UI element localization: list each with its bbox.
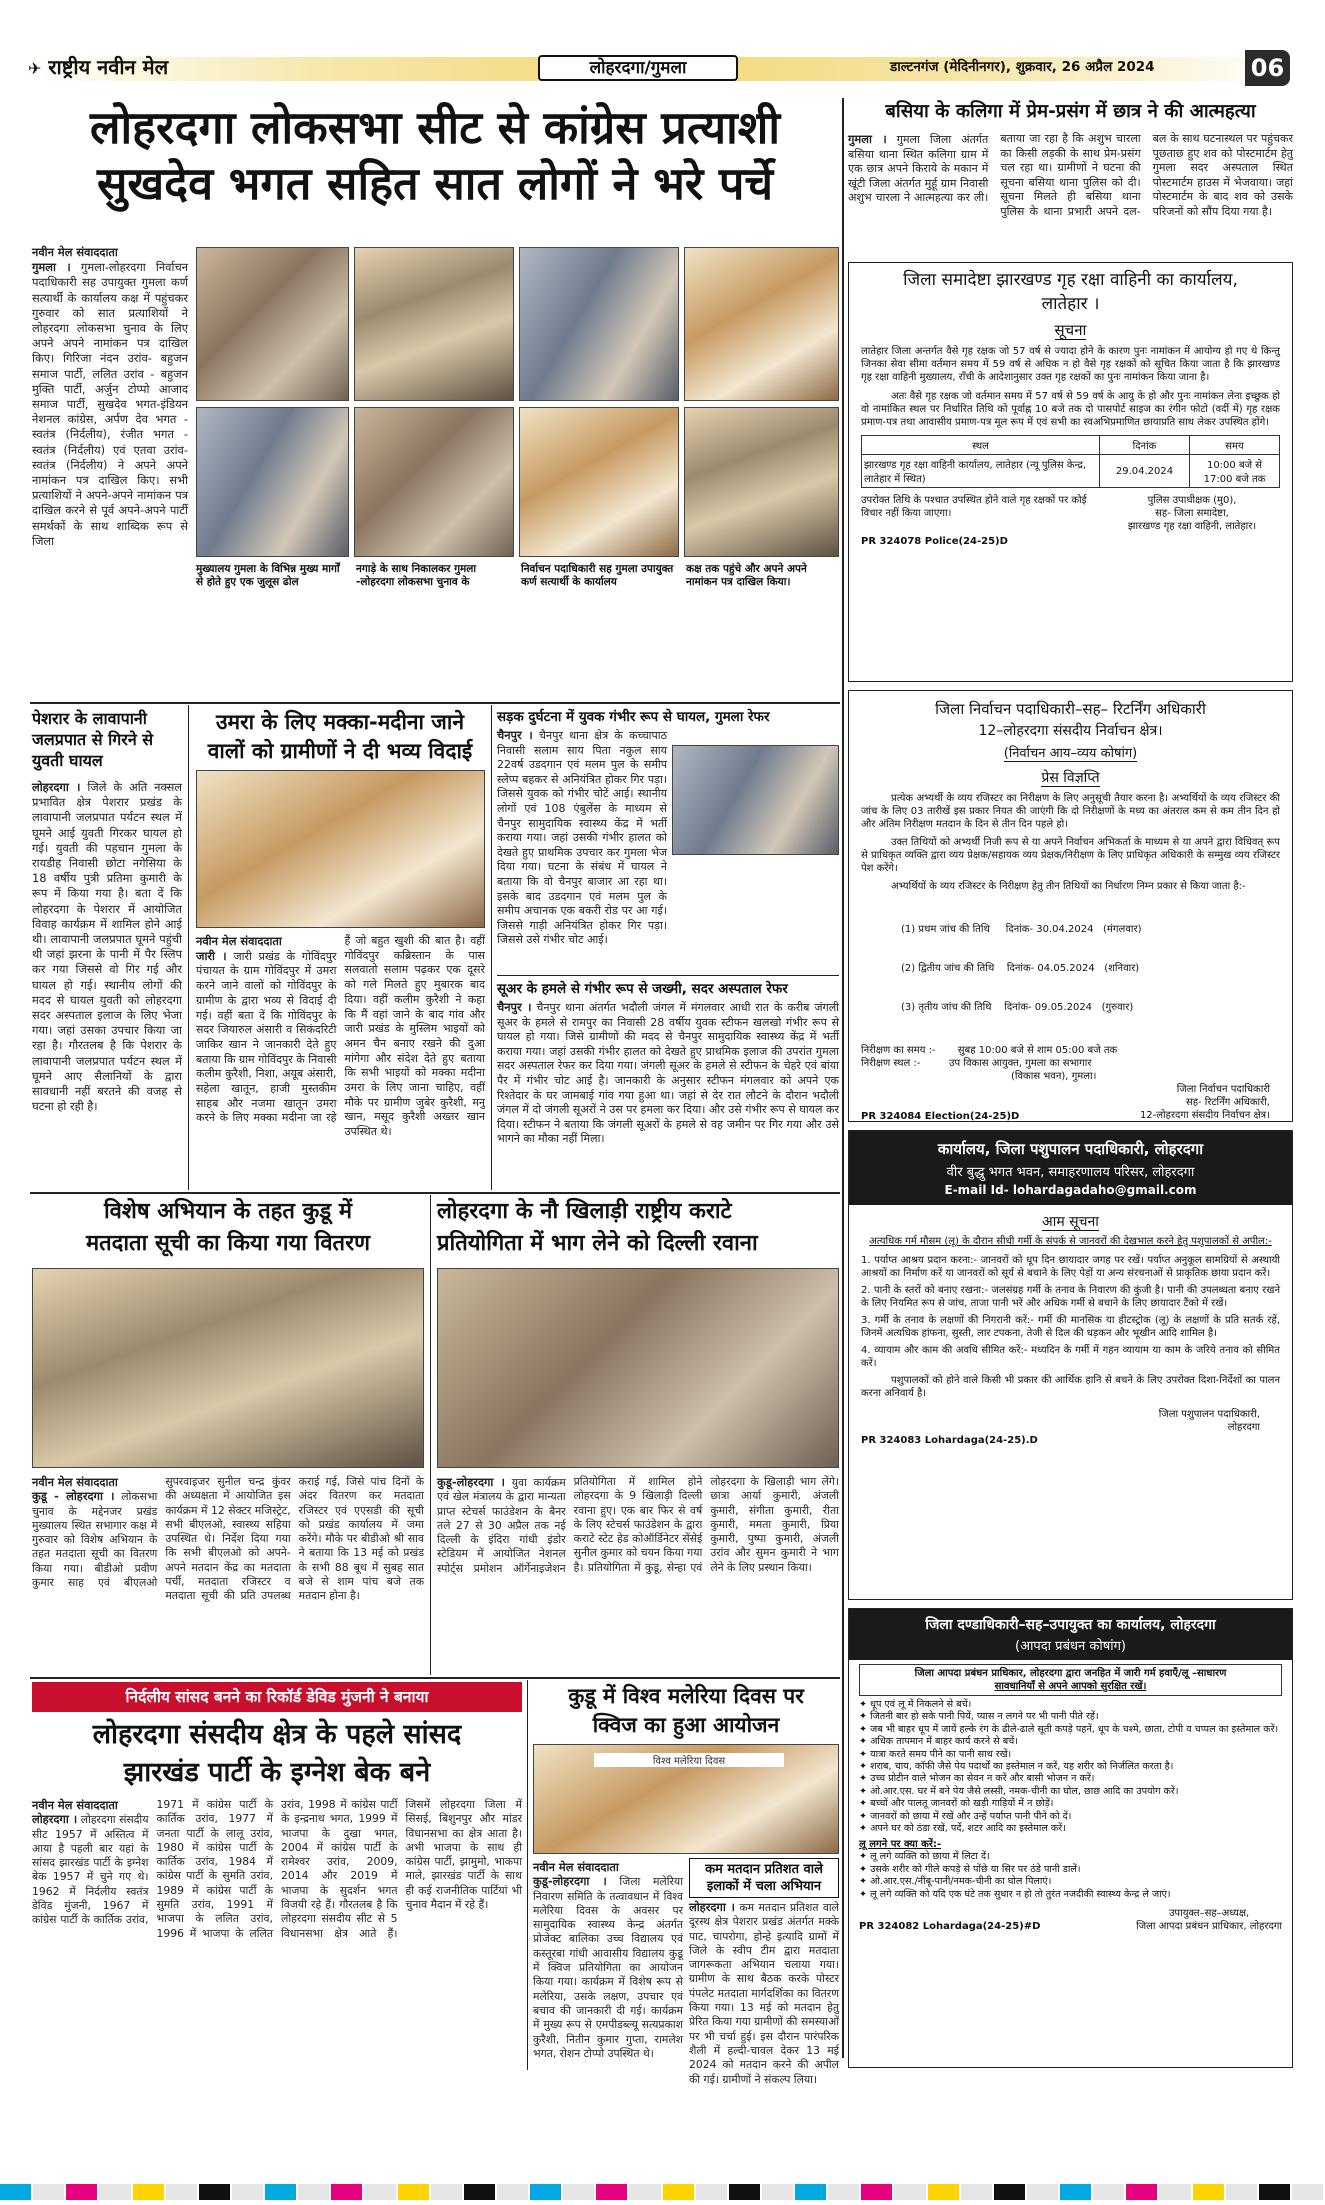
lead-photo bbox=[354, 247, 514, 401]
signature-line: उपायुक्त–सह–अध्यक्ष, bbox=[1168, 1908, 1250, 1920]
notice-paragraph: प्रत्येक अभ्यर्थी के व्यय रजिस्टर का निरीक्षण के लिए अनुसूची तैयार करना है। अभ्यर्थियों के व्यय रजिस्टर की जांच के लिए 03 तारीखें इस प्रकार नियत की जाएंगी कि दो निरीक्षणों के मध्य का अंतराल कम से कम तीन दिन हो और अंतिम निरीक्षण मतदान के दिन से तीन दिन पहले हो। bbox=[861, 793, 1280, 830]
color-swatch bbox=[1027, 2184, 1058, 2200]
color-swatch bbox=[265, 2184, 296, 2200]
color-swatch bbox=[696, 2184, 727, 2200]
suicide-body bbox=[848, 132, 1293, 272]
advice-item: 3. गर्मी के तनाव के लक्षणों की निगरानी करें:- गर्मी की मानसिक या हीटस्ट्रोक (लू) के लक्षणों के प्रति सतर्क रहें, जिनमें अत्यधिक हांफना, सुस्ती, लार टपकना, तेजी से दिल की धड़कन और भूखीन आदि शामिल है। bbox=[861, 1315, 1280, 1339]
color-swatch bbox=[729, 2184, 760, 2200]
table-cell: 10:00 बजे से 17:00 बजे तक bbox=[1190, 455, 1280, 488]
lead-photo bbox=[196, 247, 349, 401]
dateline: डाल्टनगंज (मेदिनीनगर), शुक्रवार, 26 अप्रैल 2024 bbox=[890, 59, 1155, 75]
malaria-photo bbox=[533, 1744, 839, 1854]
photo-caption: नगाड़े के साथ निकालकर गुमला -लोहरदगा लोकसभा चुनाव के bbox=[356, 563, 477, 588]
disaster-management-notice bbox=[848, 1608, 1293, 2068]
story-text: गुमला जिला अंतर्गत बसिया थाना स्थित कलिगा ग्राम में एक छात्र अपने किराये के मकान में खूंटी जिला अंतर्गत मुर्हू ग्राम निवासी अशुभ चारला ने आत्महत्या कर ली। बताया जा रहा है कि अशुभ चारला का किसी लड़की के साथ प्रेम-प्रसंग चल रहा था। ग्रामीणों ने घटना की सूचना बसिया थाना पुलिस को दी। सूचना मिलते ही बसिया थाना पुलिस के थाना प्रभारी अपने दल-बल के साथ घटनास्थल पर पहुंचकर पूछताछ हुए शव को पोस्टमार्टम हेतु गुमला सदर अस्पताल स्थित पोस्टमार्टम हाउस में भेजवाया। जहां पोस्टमार्टम के बाद शव को उसके परिजनों को सौंप दिया गया है। bbox=[848, 132, 1293, 218]
color-swatch bbox=[497, 2184, 528, 2200]
color-swatch bbox=[66, 2184, 97, 2200]
dateline-place: लोहरदगा । bbox=[32, 780, 81, 794]
lead-photo-grid bbox=[196, 247, 839, 652]
headline-line: कुडू में विश्व मलेरिया दिवस पर bbox=[568, 1684, 804, 1708]
suicide-headline: बसिया के कलिगा में प्रेम-प्रसंग में छात्र ने की आत्महत्या bbox=[885, 101, 1256, 122]
bird-icon: ✈ bbox=[28, 59, 42, 78]
accident-headline: सड़क दुर्घटना में युवक गंभीर रूप से घायल, गुमला रेफर bbox=[497, 709, 770, 725]
dateline-place: गुमला । bbox=[848, 132, 887, 146]
list-item: ✦ शराब, चाय, कॉफी जैसे पेय पदार्थों का इस्तेमाल न करें, यह शरीर को निर्जलित करता है। bbox=[859, 1761, 1174, 1773]
mp-headline bbox=[32, 1716, 522, 1792]
inspection-time: निरीक्षण का समय :- सुबह 10:00 बजे से शाम 05:00 बजे तक bbox=[861, 1045, 1118, 1056]
dateline-place: जारी । bbox=[196, 948, 227, 963]
election-press-notice bbox=[848, 690, 1293, 1122]
list-item: ✦ ओ.आर.एस. घर में बने पेय जैसे लस्सी, नमक-चीनी का घोल, छाछ आदि का उपयोग करें। bbox=[859, 1785, 1179, 1797]
malaria-headline bbox=[533, 1682, 839, 1740]
lead-body bbox=[32, 245, 188, 700]
list-item: ✦ अधिक तापमान में बाहर कार्य करने से बचें। bbox=[859, 1736, 1018, 1748]
story-text: कम मतदान प्रतिशत वाले दूरस्थ क्षेत्र पेशरार प्रखंड अंतर्गत मक्के पाट, चापरोगा, होन्हे इत्यादि ग्रामों में जिले के स्वीप टीम द्वारा मतदाता जागरूकता अभियान चलाया गया। ग्रामीण के साथ बैठक करके पोस्टर पंपलेट मतदाता मार्गदर्शिका का वितरण किया गया। 13 मई को मतदान हेतु प्रेरित किया गया ग्रामीणों की समस्याओं पर भी चर्चा हुई। इस दौरान पारंपरिक शैली में हल्दी-चावल देकर 13 मई 2024 को मतदान करने की अपील की गई। ग्रामीणों ने संकल्प लिया। bbox=[689, 1901, 840, 2086]
photo-caption: मुख्यालय गुमला के विभिन्न मुख्य मार्गों से होते हुए एक जुलूस ढोल bbox=[196, 563, 340, 588]
story-text: चैनपुर थाना क्षेत्र के कच्चापाठ निवासी सलाम साय पिता नकुल साय 22वर्ष उडदगान एवं मलम पुल के समीप स्लेप्प बहकर से अनियंत्रित होकर गिर पड़ा। जिससे युवक को गंभीर चोटें आई। स्थानीय लोगों एवं 108 एंबुलेंस के माध्यम से चैनपुर सामुदायिक स्वास्थ्य केंद्र में भर्ती कराया गया। जहां उसकी गंभीर हालत को देखते हुए प्राथमिक उपचार कर गुमला भेज दिया गया। घटना के संबंध में घायल ने बताया कि वो चैनपुर बाजार आ रहा था। इसके बाद उडदगान एवं मलम पुल के समीप अचानक एक बकरी रोड पर आ गई। जिससे गाड़ी अनियंत्रित होकर गिर पड़ा। जिससे उसे गंभीर चोट आई। bbox=[497, 729, 668, 947]
boar-attack-headline: सूअर के हमले से गंभीर रूप से जख्मी, सदर अस्पताल रेफर bbox=[497, 981, 788, 997]
byline: नवीन मेल संवाददाता bbox=[32, 1798, 118, 1812]
umrah-photo bbox=[196, 770, 485, 928]
divider bbox=[30, 1192, 840, 1194]
color-swatch bbox=[398, 2184, 429, 2200]
color-swatch bbox=[298, 2184, 329, 2200]
list-item: ✦ उसके शरीर को गीले कपड़े से पोंछे या सिर पर ठंडे पानी डालें। bbox=[859, 1863, 1081, 1875]
color-swatch bbox=[199, 2184, 230, 2200]
advice-item: 4. व्यायाम और काम की अवधि सीमित करें:- मध्यदिन के गर्मी में गहन व्यायाम या काम के जरिये तनाव को सीमित करें। bbox=[861, 1345, 1280, 1369]
schedule-row: (1) प्रथम जांच की तिथि दिनांक- 30.04.2024 (मंगलवार) bbox=[901, 924, 1142, 935]
headline-line: प्रतियोगिता में भाग लेने को दिल्ली रवाना bbox=[437, 1231, 758, 1256]
dateline-place: गुमला । bbox=[32, 260, 71, 275]
lead-headline bbox=[30, 100, 840, 212]
color-swatch bbox=[0, 2184, 31, 2200]
color-swatch bbox=[431, 2184, 462, 2200]
low-turnout-body bbox=[689, 1900, 840, 2086]
venue-table bbox=[861, 435, 1280, 488]
color-swatch bbox=[1292, 2184, 1323, 2200]
color-swatch bbox=[961, 2184, 992, 2200]
dateline-place: चैनपुर । bbox=[497, 728, 533, 742]
umrah-body bbox=[196, 934, 485, 1189]
divider bbox=[430, 1195, 431, 1675]
first-aid-list bbox=[859, 1851, 1282, 1901]
banner-text: विश्व मलेरिया दिवस bbox=[594, 1753, 784, 1767]
color-swatch bbox=[928, 2184, 959, 2200]
color-swatch bbox=[894, 2184, 925, 2200]
headline-line: क्विज का हुआ आयोजन bbox=[592, 1713, 780, 1737]
color-swatch bbox=[133, 2184, 164, 2200]
advice-item: 1. पर्याप्त आश्रय प्रदान करना:- जानवरों को धूप दिन छायादार जगह पर रखें। पर्याप्त अनुकूल सामग्रियों से अस्थायी आश्रयों का निर्माण करें या जानवरों को सूर्य से बचाने के लिए पेड़ों या अन्य संरचनाओं से प्राकृतिक छाया प्रदान करें। bbox=[861, 1255, 1280, 1279]
signature-line: लोहरदगा bbox=[1227, 1422, 1260, 1433]
headline-line: लोहरदगा के नौ खिलाड़ी राष्ट्रीय कराटे bbox=[437, 1199, 732, 1224]
divider bbox=[30, 702, 840, 704]
notice-subtitle: वीर बुद्धु भगत भवन, समाहरणालय परिसर, लोहरदगा bbox=[946, 1165, 1195, 1180]
signature-line: जिला निर्वाचन पदाधिकारी bbox=[1176, 1084, 1270, 1095]
notice-paragraph: उपरोक्त तिथि के पश्चात उपस्थित होने वाले गृह रक्षकों पर कोई विचार नहीं किया जाएगा। bbox=[861, 495, 1087, 520]
signature-line: झारखण्ड गृह रक्षा वाहिनी, लातेहार। bbox=[1127, 521, 1257, 533]
story-text: जारी प्रखंड के गोविंदपुर पंचायत के ग्राम गोविंदपुर में उमरा करने जाने वालों को गोविंदपुर के ग्रामीण के द्वारा भव्य से विदाई दी गई। वहीं बता दें कि गोविंदपुर के सदर जियारुल अंसारी व सिकंदरिटी जाकिर खान ने जानकारी देते हुए बताया कि ग्राम गोविंदपुर के निवासी कलीम कुरैशी, निशा, अयूब अंसारी, सहेला खातून, हाजी मुस्तकीम साहब और नजमा खातून उमरा करने के लिए मक्का मदीना जा रहे हैं जो बहुत खुशी की बात है। वहीं गोविंदपुर कब्रिस्तान के पास सलवातो सलाम पढ़कर एक दूसरे को गले मिलते हुए मुबारक बाद दिया। वहीं कलीम कुरैशी ने कहा कि मैं वहां जाने के बाद गांव और जारी प्रखंड के मुस्लिम भाइयों को अमन चैन बनाए रखने की दुआ मांगेगा और संदेश देते हुए बताया कि सभी भाइयों को मक्का मदीना उमरा के लिए जाना चाहिए, वहीं मौके पर ग्रामीण जुबेर कुरैशी, मनु खान, मसूद कुरैशी अख्तर खान उपस्थित थे। bbox=[196, 934, 485, 1139]
color-swatch bbox=[1193, 2184, 1224, 2200]
color-swatch bbox=[1259, 2184, 1290, 2200]
notice-title: कार्यालय, जिला पशुपालन पदाधिकारी, लोहरदगा bbox=[937, 1140, 1204, 1158]
section-label: लोहरदगा/गुमला bbox=[538, 55, 738, 81]
color-swatch bbox=[166, 2184, 197, 2200]
accident-photo bbox=[672, 745, 839, 855]
color-swatch bbox=[563, 2184, 594, 2200]
notice-label: आम सूचना bbox=[1042, 1214, 1099, 1230]
notice-subtitle: लू लगने पर क्या करें:- bbox=[859, 1839, 942, 1851]
color-swatch bbox=[464, 2184, 495, 2200]
color-swatch bbox=[530, 2184, 561, 2200]
page-number: 06 bbox=[1245, 50, 1290, 86]
color-swatch bbox=[762, 2184, 793, 2200]
animal-husbandry-notice bbox=[848, 1130, 1293, 1600]
lead-photo bbox=[196, 407, 349, 557]
notice-label: प्रेस विज्ञप्ति bbox=[1041, 770, 1100, 786]
table-header: स्थल bbox=[862, 436, 1100, 455]
notice-subtitle: अत्यधिक गर्म मौसम (लू) के दौरान सीधी गर्मी के संपर्क से जानवरों की देखभाल करने हेतु पशुपालकों से अपील:- bbox=[869, 1236, 1272, 1247]
notice-paragraph: उक्त तिथियों को अभ्यर्थी निजी रूप से या अपने निर्वाचन अभिकर्ता के माध्यम से या अपने द्वारा विधिवत् रूप से प्राधिकृत व्यक्ति द्वारा व्यय प्रेक्षक/सहायक व्यय प्रेक्षक/निरीक्षण के लिए प्राधिकृत अधिकारी के सम्मुख व्यय रजिस्टर पेश करेंगे। bbox=[861, 837, 1280, 874]
color-swatch bbox=[364, 2184, 395, 2200]
mp-kicker: निर्दलीय सांसद बनने का रिकॉर्ड डेविड मुंजनी ने बनाया bbox=[32, 1682, 522, 1712]
notice-subtitle: (आपदा प्रबंधन कोषांग) bbox=[1015, 1639, 1126, 1654]
color-swatch bbox=[994, 2184, 1025, 2200]
notice-subtitle: (निर्वाचन आय–व्यय कोषांग) bbox=[1003, 746, 1138, 761]
inspection-place: (विकास भवन), गुमला। bbox=[1011, 1071, 1097, 1082]
dateline-place: चैनपुर । bbox=[497, 1000, 532, 1014]
headline-line: झारखंड पार्टी के इग्नेश बेक बने bbox=[123, 1757, 431, 1788]
byline: नवीन मेल संवाददाता bbox=[32, 1475, 118, 1489]
color-swatch bbox=[1060, 2184, 1091, 2200]
pr-number: PR 324082 Lohardaga(24-25)#D bbox=[859, 1921, 1041, 1933]
notice-label: सूचना bbox=[1054, 321, 1087, 340]
waterfall-body bbox=[32, 780, 182, 1190]
divider bbox=[30, 1677, 840, 1679]
list-item: ✦ अपने घर को ठंडा रखें, पर्दे, शटर आदि का इस्तेमाल करें। bbox=[859, 1823, 1066, 1835]
signature-line: सह- रिटर्निंग अधिकारी, bbox=[1185, 1097, 1270, 1108]
color-swatch bbox=[99, 2184, 130, 2200]
divider bbox=[188, 705, 189, 1190]
masthead bbox=[0, 0, 1325, 95]
table-header: दिनांक bbox=[1100, 436, 1190, 455]
table-header: समय bbox=[1190, 436, 1280, 455]
notice-title: जिला समादेष्टा झारखण्ड गृह रक्षा वाहिनी का कार्यालय, bbox=[903, 270, 1238, 290]
notice-paragraph: लातेहार जिला अन्तर्गत वैसे गृह रक्षक जो 57 वर्ष से ज्यादा होने के कारण पुनः नामांकन में आयोग्य हो गए थे किन्तु जिनका सेवा सीमा वर्तमान समय में 59 वर्ष से अधिक न हो वैसे गृह रक्षकों को सूचित किया जाता है कि झारखण्ड गृह रक्षा वाहिनी मुख्यालय, राँची के आदेशानुसार उक्त गृह रक्षकों का पुनः नामांकन किया जाना है। bbox=[861, 346, 1280, 384]
story-text: युवा कार्यक्रम एवं खेल मंत्रालय के द्वारा मान्यता प्राप्त स्टेचर्स फाउंडेशन के बैनर तले 27 से 30 अप्रैल तक नई दिल्ली के इंदिरा गांधी इंडोर स्टेडियम में आयोजित नेशनल स्पोर्ट्स प्रमोशन ऑर्गेनाइजेशन प्रतियोगिता में शामिल होने लोहरदगा के 9 खिलाड़ी दिल्ली रवाना हुए। एक बार फिर से वर्ष के लिए स्टेचर्स फाउंडेशन के द्वारा कराटे स्टेट हेड कोऑर्डिनेटर सेंसेई सुनील कुमार को चयन किया गया है। प्रतियोगिता में कुडू, सेन्हा एवं लोहरदगा के खिलाड़ी भाग लेंगे। छात्रा आर्या कुमारी, अंजली कुमारी, संगीता कुमारी, रीता कुमारी, ममता कुमारी, प्रिया कुमारी, पुष्पा कुमारी, अंजली उरांव और सुमन कुमारी ने भाग लेने के लिए प्रस्थान किया। bbox=[437, 1475, 839, 1575]
dateline-place: लोहरदगा । bbox=[32, 1812, 78, 1827]
photo-caption: निर्वाचन पदाधिकारी सह गुमला उपायुक्त कर्ण सत्यार्थी के कार्यालय bbox=[521, 563, 674, 588]
dateline-place: कुडू-लोहरदगा । bbox=[437, 1475, 505, 1489]
headline-line: विशेष अभियान के तहत कुडू में bbox=[103, 1199, 353, 1224]
waterfall-headline: पेशरार के लावापानी जलप्रपात से गिरने से युवती घायल bbox=[32, 709, 154, 770]
color-swatch bbox=[1093, 2184, 1124, 2200]
low-turnout-headline: कम मतदान प्रतिशत वाले इलाकों में चला अभियान bbox=[689, 1858, 839, 1898]
dateline-place: लोहरदगा । bbox=[689, 1900, 735, 1914]
notice-email: E-mail Id- lohardagadaho@gmail.com bbox=[944, 1183, 1197, 1197]
list-item: ✦ उच्च प्रोटीन वाले भोजन का सेवन न करें और बासी भोजन न करें। bbox=[859, 1773, 1095, 1785]
voter-list-photo bbox=[32, 1268, 424, 1468]
story-text: गुमला-लोहरदगा निर्वाचन पदाधिकारी सह उपायुक्त गुमला कर्ण सत्यार्थी के कार्यालय कक्ष में पहुंचकर गुरुवार को सात प्रत्याशियों ने लोहरदगा लोकसभा चुनाव के लिए अपने अपने नामांकन पत्र दाखिल किए। गिरिजा नंदन उरांव- बहुजन समाज पार्टी, ललित उरांव - बहुजन मुक्ति पार्टी, अर्जुन टोप्पो आजाद समाज पार्टी, सुखदेव भगत-इंडियन नेशनल कांग्रेस, अर्पण देव भगत - स्वतंत्र (निर्दलीय), रंजीत भगत - स्वतंत्र (निर्दलीय) एवं एतवा उरांव-स्वतंत्र (निर्दलीय) ने अपने अपने नामांकन पत्र दाखिल किए। सभी प्रत्याशियों ने अपने-अपने नामांकन पत्र दाखिल करने से पूर्व अपने-अपने पार्टी समर्थकों के साथ शाब्दिक रूप से जिला bbox=[32, 260, 189, 548]
byline: नवीन मेल संवाददाता bbox=[533, 1860, 619, 1874]
headline-line: मतदाता सूची का किया गया वितरण bbox=[85, 1231, 370, 1256]
color-swatch bbox=[1226, 2184, 1257, 2200]
byline: नवीन मेल संवाददाता bbox=[32, 245, 118, 259]
color-swatch bbox=[331, 2184, 362, 2200]
list-item: ✦ धूप एवं लू में निकलने से बचें। bbox=[859, 1699, 972, 1710]
story-text: लोहरदगा संसदीय सीट 1957 में अस्तित्व में आया है पहली बार यहां के सांसद झारखंड पार्टी के इग्नेश बेक 1957 में चुने गए थे। 1962 में निर्दलीय स्वतंत्र डेविड मुंजनी, 1967 में कांग्रेस पार्टी के कार्तिक उरांव, 1971 में कांग्रेस पार्टी के कार्तिक उरांव, 1977 में जनता पार्टी के लालू उरांव, 1980 में कांग्रेस पार्टी के कार्तिक उरांव, 1984 में कांग्रेस पार्टी के सुमति उरांव, 1989 में कांग्रेस पार्टी के सुमति उरांव, 1991 में भाजपा के ललित उरांव, 1996 में भाजपा के ललित उरांव, 1998 में कांग्रेस पार्टी के इन्द्रनाथ भगत, 1999 में भाजपा के दुखा भगत, 2004 में कांग्रेस पार्टी के रामेश्वर उरांव, 2009, 2014 और 2019 में भाजपा के सुदर्शन भगत विजयी रहे हैं। गौरतलब है कि लोहरदगा संसदीय सीट से 5 विधानसभा क्षेत्र आते हैं। जिसमें लोहरदगा जिला में सिसई, बिशुनपुर और मांडर विधानसभा का क्षेत्र आता है। अभी भाजपा के साथ ही कांग्रेस पार्टी, झामुमो, भाकपा माले, झारखंड पार्टी के साथ ही कई राजनीतिक पार्टियां भी चुनाव मैदान में रहे हैं। bbox=[32, 1798, 522, 1940]
pr-number: PR 324083 Lohardaga(24-25).D bbox=[861, 1435, 1038, 1446]
notice-paragraph: अतः वैसे गृह रक्षक जो वर्तमान समय में 57 वर्ष से 59 वर्ष के आयु के हो और पुनः नामांकन लेना इच्छुक हो वो नामांकित स्थल पर निर्धारित तिथि को पूर्वाह्न 10 बजे तक दो पासपोर्ट साइज का रंगीन फोटो (वर्दी में) गृह रक्षक प्रमाण-पत्र तथा आवासीय प्रमाण-पत्र मूल रूप में एवं सभी का स्वअभिप्रमाणित छायाप्रति साथ लेकर उपस्थित होंगे। bbox=[861, 391, 1280, 429]
signature-line: जिला आपदा प्रबंधन प्राधिकार, लोहरदगा bbox=[1136, 1921, 1282, 1933]
boar-attack-body bbox=[497, 1000, 839, 1190]
byline: नवीन मेल संवाददाता bbox=[196, 934, 282, 948]
signature-line: पुलिस उपाधीक्षक (मु0), bbox=[1147, 495, 1237, 507]
umrah-headline: उमरा के लिए मक्का-मदीना जाने वालों को ग्रामीणों ने दी भव्य विदाई bbox=[207, 710, 473, 763]
signature-line: सह- जिला समादेष्टा, bbox=[1155, 508, 1229, 520]
karate-body bbox=[437, 1475, 839, 1675]
color-swatch bbox=[232, 2184, 263, 2200]
notice-title: जिला निर्वाचन पदाधिकारी–सह– रिटर्निंग अधिकारी bbox=[935, 700, 1206, 718]
lead-headline-line1: लोहरदगा लोकसभा सीट से कांग्रेस प्रत्याशी bbox=[90, 101, 780, 154]
lead-photo bbox=[684, 247, 839, 401]
list-item: ✦ जितनी बार हो सके पानी पियें, प्यास न लगने पर भी पानी पीते रहें। bbox=[859, 1711, 1099, 1723]
headline-line: लोहरदगा संसदीय क्षेत्र के पहले सांसद bbox=[92, 1719, 462, 1750]
color-swatch bbox=[629, 2184, 660, 2200]
list-item: ✦ यात्रा करते समय पीने का पानी साथ रखें। bbox=[859, 1748, 1012, 1760]
table-cell: 29.04.2024 bbox=[1100, 455, 1190, 488]
schedule-row: (3) तृतीय जांच की तिथि दिनांक- 09.05.2024 (गुरुवार) bbox=[901, 1002, 1134, 1013]
color-swatch bbox=[1159, 2184, 1190, 2200]
list-item: ✦ जानवरों को छाया में रखें और उन्हें पर्याप्त पानी पीने को दें। bbox=[859, 1810, 1072, 1822]
karate-photo bbox=[437, 1268, 839, 1468]
lead-photo bbox=[519, 407, 679, 557]
pr-number: PR 324084 Election(24-25)D bbox=[861, 1111, 1020, 1122]
color-swatch bbox=[795, 2184, 826, 2200]
story-text: लोकसभा चुनाव के मद्देनजर प्रखंड मुख्यालय स्थित सभागार कक्ष में गुरुवार को विशेष अभियान के तहत मतदाता सूची का वितरण किया गया। बीडीओ प्रवीण कुमार साह एवं बीएलओ सुपरवाइजर सुनील चन्द्र कुंवर की अध्यक्षता में आयोजित इस कार्यक्रम में 12 सेक्टर मजिस्ट्रेट, सभी बीएलओ, स्वास्थ्य सहिया उपस्थित थे। निर्देश दिया गया कि सभी बीएलओ को अपने-अपने मतदान केंद्र का मतदाता पर्ची, मतदाता रजिस्टर व मतदाता सूची की प्रति उपलब्ध कराई गई, जिसे पांच दिनों के अंदर वितरण कर मतदाता रजिस्टर एवं एएसडी की सूची को प्रखंड कार्यालय में जमा करेंगे। मौके पर बीडीओ श्री साव ने बताया कि 13 मई को प्रखंड के सभी 88 बूथ में सुबह सात बजे से शाम पांच बजे तक मतदान होना है। bbox=[32, 1475, 424, 1603]
table-cell: झारखण्ड गृह रक्षा वाहिनी कार्यालय, लातेहार (न्यू पुलिस केन्द्र, लातेहार में स्थित) bbox=[862, 455, 1100, 488]
lead-photo bbox=[519, 247, 679, 401]
color-swatch bbox=[663, 2184, 694, 2200]
notice-title: 12–लोहरदगा संसदीय निर्वाचन क्षेत्र। bbox=[978, 723, 1163, 739]
notice-paragraph: पशुपालकों को होने वाले किसी भी प्रकार की आर्थिक हानि से बचने के लिए उपरोक्त दिशा-निर्देशों का पालन करना अनिवार्य है। bbox=[861, 1375, 1280, 1399]
story-text: चैनपुर थाना अंतर्गत भदौली जंगल में मंगलवार आधी रात के करीब जंगली सूअर के हमले से रामपुर का निवासी 28 वर्षीय युवक स्टीफन खलखो गंभीर रूप से घायल हो गया। जिसे ग्रामीणों की मदद से चैनपुर सामुदायिक स्वास्थ्य केंद्र में भर्ती कराया गया। जहां उसकी गंभीर हालत को देखते हुए प्राथमिक इलाज की उपरांत गुमला सदर अस्पताल रेफर कर दिया गया। जंगली सूअर के हमले से स्टीफन के चेहरे एवं बांया पैर में गंभीर चोट आई है। जानकारी के अनुसार स्टीफन मंगलवार को अपने एक रिश्तेदार के घर जामबाई गांव गया हुआ था। जहां से देर रात लौटने के दौरान भदौली जंगल में दो जंगली सूअरों ने उस पर हमला कर दिया। और उसे गंभीर रूप से घायल कर दिया। स्टीफन ने बताया कि जंगली सूअरों के हमले से वह जमीन पर गिर गया और उसे भागने का मौका नहीं मिला। bbox=[497, 1001, 840, 1146]
list-item: ✦ जब भी बाहर धूप में जायें हल्के रंग के ढीले-ढाले सूती कपड़े पहनें, धूप के चश्मे, छाता, टोपी व चप्पल का इस्तेमाल करें। bbox=[859, 1723, 1279, 1735]
notice-paragraph: अभ्यर्थियों के व्यय रजिस्टर के निरीक्षण हेतु तीन तिथियों का निर्धारण निम्न प्रकार से किया जाता है:- bbox=[891, 881, 1246, 892]
lead-photo bbox=[354, 407, 514, 557]
precaution-list bbox=[859, 1699, 1282, 1835]
mp-body bbox=[32, 1798, 522, 2068]
notice-subtitle: जिला आपदा प्रबंधन प्राधिकार, लोहरदगा द्वारा जनहित में जारी गर्म हवाएँ/लू –साधारण bbox=[914, 1668, 1227, 1679]
list-item: ✦ लू लगे व्यक्ति को यदि एक घंटे तक सुधार न हो तो तुरंत नजदीकी स्वास्थ्य केन्द्र ले जाएं। bbox=[859, 1888, 1171, 1900]
story-text: जिला मलेरिया निवारण समिति के तत्वावधान में विश्व मलेरिया दिवस के अवसर पर सामुदायिक स्वास्थ्य केन्द्र अंतर्गत प्रोजेक्ट बालिका उच्च विद्यालय एवं कस्तूरबा गांधी आवासीय विद्यालय कुडू में क्विज प्रतियोगिता का आयोजन किया गया। कार्यक्रम में विशेष रूप से मलेरिया, उसके लक्षण, उपचार एवं बचाव की जानकारी दी गई। कार्यक्रम में मुख्य रूप से एमपीडब्ल्यू सत्यप्रकाश कुरैशी, नितीन कुमार गुप्ता, रामलेश भगत, रोशन टोप्पो उपस्थित थे। bbox=[533, 1875, 683, 2060]
dateline-place: कुडू - लोहरदगा । bbox=[32, 1489, 115, 1504]
inspection-place: निरीक्षण स्थल :- उप विकास आयुक्त, गुमला का सभागार bbox=[861, 1058, 1092, 1069]
malaria-body bbox=[533, 1860, 683, 2068]
color-swatch bbox=[828, 2184, 859, 2200]
pr-number: PR 324078 Police(24-25)D bbox=[861, 536, 1008, 548]
voter-list-headline bbox=[32, 1196, 424, 1260]
signature-line: 12-लोहरदगा संसदीय निर्वाचन क्षेत्र। bbox=[1139, 1110, 1270, 1121]
schedule-row: (2) द्वितीय जांच की तिथि दिनांक- 04.05.2024 (शनिवार) bbox=[901, 963, 1140, 974]
divider bbox=[491, 705, 492, 1190]
voter-list-body bbox=[32, 1475, 424, 1675]
lead-headline-line2: सुखदेव भगत सहित सात लोगों ने भरे पर्चे bbox=[96, 157, 774, 210]
signature-line: जिला पशुपालन पदाधिकारी, bbox=[1158, 1409, 1260, 1420]
color-swatch bbox=[33, 2184, 64, 2200]
divider bbox=[842, 98, 844, 2058]
notice-subtitle: सावधानियाँ से अपने आपको सुरक्षित रखें। bbox=[994, 1681, 1147, 1692]
notice-title: जिला दण्डाधिकारी–सह–उपायुक्त का कार्यालय, लोहरदगा bbox=[925, 1617, 1216, 1633]
paper-logo bbox=[28, 56, 168, 79]
advice-item: 2. पानी के स्तरों को बनाए रखना:- जलसंग्रह गर्मी के तनाव के निवारण की कुंजी है। पानी की उपलब्धता बनाए रखने के लिए नियमित रूप से जांच, ताजा पानी भरें और अधिक गर्मी से बचाने के लिए छायादार टैंको में रखें। bbox=[861, 1285, 1280, 1309]
dateline-place: कुडू-लोहरदगा । bbox=[533, 1874, 607, 1889]
divider bbox=[497, 975, 839, 976]
lead-photo bbox=[684, 407, 839, 557]
list-item: ✦ बच्चों और पालतू जानवरों को खड़ी गाड़ियों में न छोड़ें। bbox=[859, 1798, 1054, 1810]
photo-caption: कक्ष तक पहुंचे और अपने अपने नामांकन पत्र दाखिल किया। bbox=[686, 563, 807, 588]
story-text: जिले के अति नक्सल प्रभावित क्षेत्र पेशरार प्रखंड के लावापानी जलप्रपात पर्यटन स्थल में घूमने आई युवती गिरकर घायल हो गई। युवती की पहचान गुमला के रायडीह निवासी छोटा नगेसिया के 18 वर्षीय पुत्री प्रतिमा कुमारी के रूप में किया गया है। बता दें कि लोहरदगा के पेशरार में आयोजित विवाह कार्यक्रम में शामिल होने आई थी। लावापानी जलप्रपात घूमने पहुंची थी जहां झरना के पानी में पैर स्लिप कर गया जिससे वो गिर गई और घायल हो गई। स्थानीय लोगों की मदद से घायल युवती को लोहरदगा सदर अस्पताल इलाज के लिए भेजा गया। जहां उसका उपचार किया जा रहा है। गौरतलब है कि पेशरार के लावापानी जलप्रपात पर्यटन स्थल में घूमने आए सैलानियों के द्वारा सावधानी नहीं बरतने की वजह से घटना हो रही है। bbox=[32, 780, 183, 1114]
color-swatch bbox=[596, 2184, 627, 2200]
karate-headline bbox=[437, 1196, 839, 1260]
accident-body bbox=[497, 728, 667, 970]
divider bbox=[527, 1680, 528, 2070]
list-item: ✦ लू लगे व्यक्ति को छाया में लिटा दें। bbox=[859, 1851, 990, 1863]
color-swatch bbox=[861, 2184, 892, 2200]
color-swatch bbox=[1126, 2184, 1157, 2200]
notice-title: लातेहार । bbox=[1041, 293, 1100, 314]
home-guard-notice bbox=[848, 262, 1293, 682]
list-item: ✦ ओ.आर.एस./नींबू-पानी/नमक-चीनी का घोल पिलाएं। bbox=[859, 1876, 1052, 1888]
paper-name: राष्ट्रीय नवीन मेल bbox=[48, 55, 169, 79]
print-registration-bar bbox=[0, 2180, 1325, 2205]
